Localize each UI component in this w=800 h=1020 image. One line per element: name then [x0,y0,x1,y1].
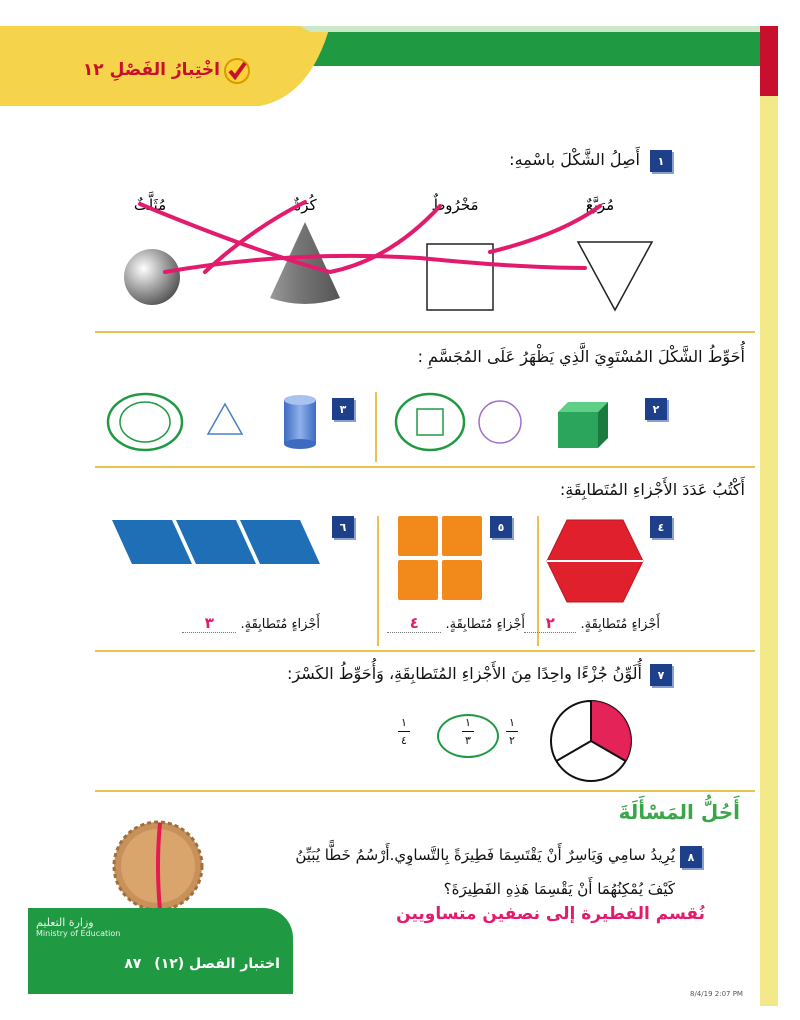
q3-shapes [100,390,330,460]
right-edge-red [760,26,778,96]
question-number-1: ١ [650,150,672,172]
fraction-quarter[interactable] [398,716,410,747]
divider-vertical-c [377,516,379,646]
footer-label: اختبار الفصل (١٢) [154,956,280,972]
circle-option-2 [120,402,170,442]
fraction-third-num: ١ [465,716,471,729]
pie-circle-thirds [548,698,634,784]
question-1-prompt: أَصِلُ الشَّكْلَ باسْمِهِ: [509,150,640,169]
question-number-7: ٧ [650,664,672,686]
question-number-6: ٦ [332,516,354,538]
divider-4 [95,790,755,792]
question-number-2: ٢ [645,398,667,420]
problem-line-2: كَيْفَ يُمْكِنُهُمَا أَنْ يَقْسِمَا هَذِهِ الفَطِيرَةَ؟ [443,880,675,898]
q6-suffix: أَجْزاءٍ مُتَطابِقَةٍ. [240,617,320,632]
label-triangle: مُثَلَّثٌ [133,196,167,214]
section-2-prompt: أُحَوِّطُ الشَّكْلَ المُسْتَوِيَ الَّذِي يَظْهَرُ عَلَى المُجَسَّمِ : [417,347,745,366]
q4-answer: ٢ [545,614,555,632]
fraction-half[interactable] [506,716,518,747]
orange-square-shape [398,516,482,600]
label-sphere: كُرَةٌ [293,196,317,214]
fraction-quarter-den: ٤ [401,734,407,747]
triangle-option [208,404,242,434]
q5-answer: ٤ [409,614,419,632]
fraction-third-den: ٣ [465,734,471,747]
fraction-third[interactable] [462,716,474,747]
footer-chapter-label [50,956,280,972]
divider-2 [95,466,755,468]
q5-answer-line [385,614,525,633]
q6-answer-line [150,614,320,633]
ministry-name-ar: وزارة التعليم [36,916,94,929]
q5-suffix: أَجْزاءٍ مُتَطابِقَةٍ. [445,617,525,632]
ministry-name-en: Ministry of Education [36,929,121,938]
chapter-title: اخْتِبارُ الفَصْلِ ١٢ [82,60,220,80]
divider-vertical-a [375,392,377,462]
circled-square-answer [396,394,464,450]
hexagon-shape [545,518,645,604]
handwritten-answer: نُقسم الفطيرة إلى نصفين متساويين [396,904,705,924]
label-cone: مَخْرُوطٌ [431,196,479,214]
q5-answer-blank[interactable] [387,614,441,633]
green-cube-shape [558,402,608,448]
fraction-half-num: ١ [509,716,515,729]
q4-suffix: أَجْزاءٍ مُتَطابِقَةٍ. [580,617,660,632]
divider-1 [95,331,755,333]
square-option [417,409,443,435]
triangle-shape [578,242,652,310]
fraction-half-den: ٢ [509,734,515,747]
checkmark-icon [222,56,252,90]
circle-option [479,401,521,443]
question-7-prompt: أُلَوِّنُ جُزْءًا واحِدًا مِنَ الأَجْزاءِ المُتَطابِقَةِ، وَأُحَوِّطُ الكَسْرَ: [287,664,642,683]
ministry-logo-text [36,916,146,938]
q4-answer-line [540,614,660,633]
pie-cookie-image [112,820,204,912]
question-number-5: ٥ [490,516,512,538]
divider-3 [95,650,755,652]
sphere-shape [124,249,180,305]
cylinder-shape [284,395,316,449]
q1-shapes [0,180,760,330]
label-square: مُرَبَّعٌ [585,196,615,214]
problem-solving-title: أَحُلُّ المَسْأَلَةَ [618,800,740,824]
q6-answer-blank[interactable] [182,614,236,633]
question-number-8: ٨ [680,846,702,868]
section-3-prompt: أَكْتُبُ عَدَدَ الأَجْزاءِ المُتَطابِقَةِ: [559,480,745,499]
problem-line-1: يُرِيدُ سامِي وَيَاسِرٌ أَنْ يَقْتَسِمَا فَطِيرَةً بِالتَّساوِي.أَرْسُمُ خَطًّا يُبَيِّنُ [295,846,675,864]
question-number-3: ٣ [332,398,354,420]
square-shape [427,244,493,310]
fraction-quarter-num: ١ [401,716,407,729]
print-stamp: 8/4/19 2:07 PM [690,990,743,998]
hand-drawn-lines [140,202,600,272]
q2-shapes [380,390,650,460]
right-edge-bar [760,26,778,1006]
footer-page-number: ٨٧ [124,956,142,972]
q6-answer: ٣ [204,614,214,632]
q4-answer-blank[interactable] [524,614,576,633]
question-number-4: ٤ [650,516,672,538]
parallelogram-shape [112,518,337,566]
